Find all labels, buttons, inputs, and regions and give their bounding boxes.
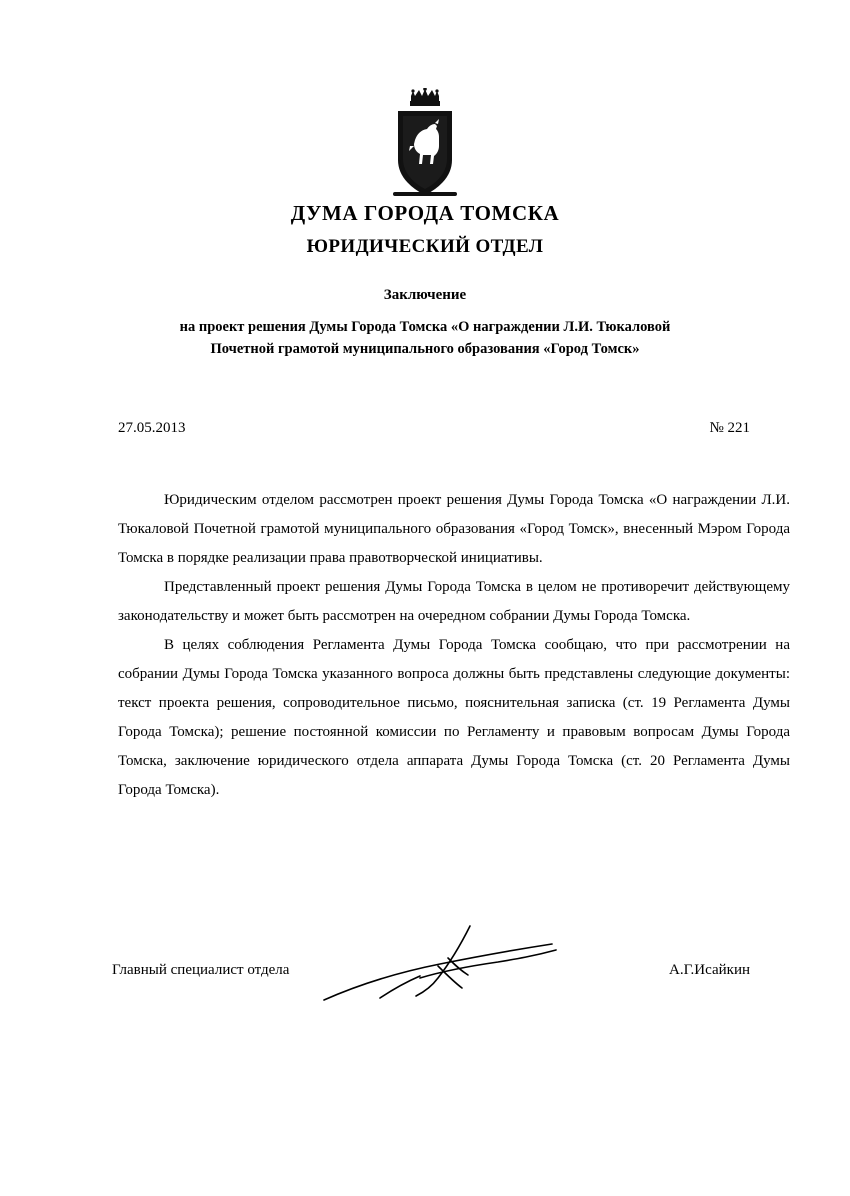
- organization-title: ДУМА ГОРОДА ТОМСКА: [290, 201, 560, 225]
- department-title: ЮРИДИЧЕСКИЙ ОТДЕЛ: [306, 236, 544, 257]
- signer-position: Главный специалист отдела: [112, 962, 290, 978]
- document-date: 27.05.2013: [118, 420, 186, 436]
- document-number: № 221: [709, 420, 750, 436]
- tomsk-coat-of-arms-icon: [379, 88, 471, 204]
- document-subject-line-2: Почетной грамотой муниципального образования «Город Томск»: [210, 341, 640, 357]
- document-subject: [105, 316, 745, 360]
- body-paragraph-1: Юридическим отделом рассмотрен проект решения Думы Города Томска «О награждении Л.И. Тюкаловой Почетной грамотой муниципального образования «Город Томск», внесенный Мэром Города Томска в порядке реализации права правотворческой инициативы.: [118, 492, 790, 566]
- emblem-container: [0, 88, 850, 204]
- body-paragraph-3: В целях соблюдения Регламента Думы Города Томска сообщаю, что при рассмотрении на собрании Думы Города Томска указанного вопроса должны быть представлены следующие документы: текст проекта решения, сопроводительное письмо, пояснительная записка (ст. 19 Регламента Думы Города Томска); решение постоянной комиссии по Регламенту и правовым вопросам Думы Города Томска, заключение юридического отдела аппарата Думы Города Томска (ст. 20 Регламента Думы Города Томска).: [118, 637, 790, 798]
- document-subject-line-1: на проект решения Думы Города Томска «О награждении Л.И. Тюкаловой: [179, 319, 671, 335]
- body-paragraph-2: Представленный проект решения Думы Города Томска в целом не противоречит действующему законодательству и может быть рассмотрен на очередном собрании Думы Города Томска.: [118, 579, 790, 624]
- document-body: [118, 486, 790, 805]
- signer-name: А.Г.Исайкин: [668, 962, 750, 978]
- document-meta: [118, 420, 750, 437]
- document-kind: Заключение: [383, 287, 467, 303]
- document-header: [0, 198, 850, 360]
- signature-row: [112, 962, 750, 979]
